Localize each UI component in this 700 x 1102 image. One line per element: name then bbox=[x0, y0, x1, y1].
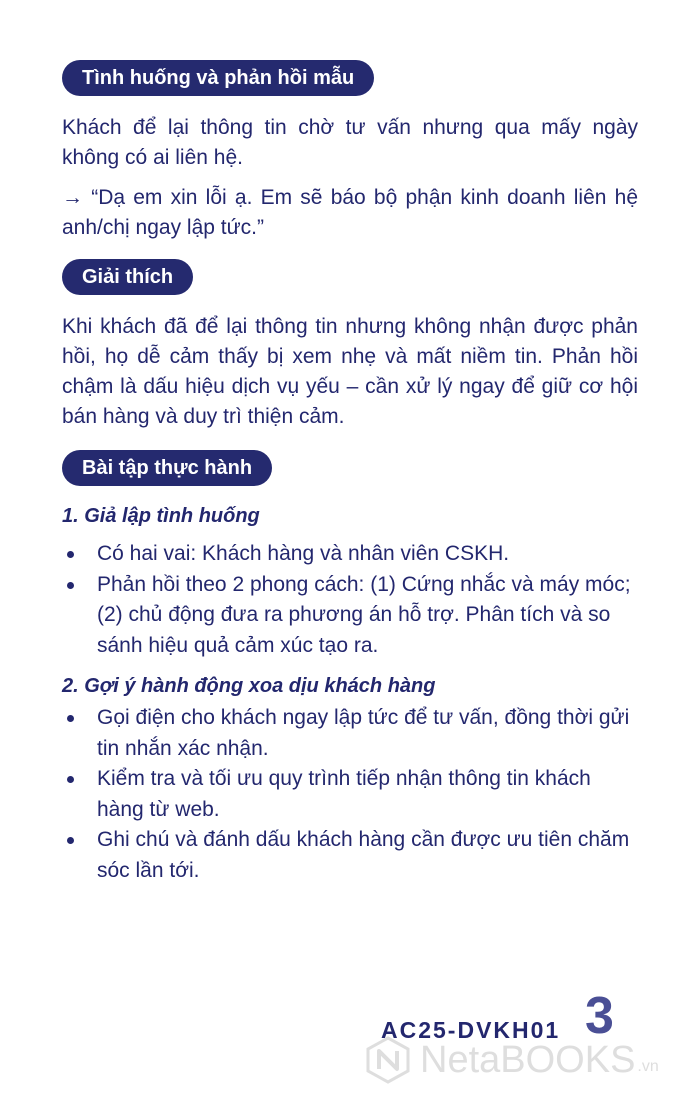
section-badge-explanation: Giải thích bbox=[62, 259, 193, 295]
section-badge-situation: Tình huống và phản hồi mẫu bbox=[62, 60, 374, 96]
watermark-brand: NetaBOOKS bbox=[420, 1038, 636, 1081]
list-item: Gọi điện cho khách ngay lập tức để tư vấn, đồng thời gửi tin nhắn xác nhận. bbox=[62, 703, 638, 764]
practice-list-2 bbox=[62, 703, 638, 886]
list-item: Ghi chú và đánh dấu khách hàng cần được ưu tiên chăm sóc lần tới. bbox=[62, 825, 638, 886]
page-number: 3 bbox=[585, 987, 614, 1045]
list-item: Phản hồi theo 2 phong cách: (1) Cứng nhắc và máy móc; (2) chủ động đưa ra phương án hỗ trợ. Phân tích và so sánh hiệu quả cảm xúc tạo ra. bbox=[62, 570, 638, 662]
watermark bbox=[364, 1030, 659, 1090]
practice-subheading-2: 2. Gợi ý hành động xoa dịu khách hàng bbox=[62, 675, 436, 697]
watermark-suffix: .vn bbox=[637, 1058, 659, 1075]
explanation-text: Khi khách đã để lại thông tin nhưng không nhận được phản hồi, họ dễ cảm thấy bị xem nhẹ và mất niềm tin. Phản hồi chậm là dấu hiệu dịch vụ yếu – cần xử lý ngay để giữ cơ hội bán hàng và duy trì thiện cảm. bbox=[62, 315, 638, 428]
document-code: AC25-DVKH01 bbox=[381, 1017, 561, 1043]
list-item: Kiểm tra và tối ưu quy trình tiếp nhận thông tin khách hàng từ web. bbox=[62, 764, 638, 825]
sample-response-text: → “Dạ em xin lỗi ạ. Em sẽ báo bộ phận kinh doanh liên hệ anh/chị ngay lập tức.” bbox=[62, 186, 638, 239]
practice-subheading-1: 1. Giả lập tình huống bbox=[62, 505, 260, 527]
section-badge-practice: Bài tập thực hành bbox=[62, 450, 272, 486]
netabooks-logo-icon bbox=[364, 1036, 412, 1084]
list-item: Có hai vai: Khách hàng và nhân viên CSKH. bbox=[62, 539, 638, 570]
situation-text: Khách để lại thông tin chờ tư vấn nhưng qua mấy ngày không có ai liên hệ. bbox=[62, 116, 638, 169]
practice-list-1 bbox=[62, 539, 638, 661]
